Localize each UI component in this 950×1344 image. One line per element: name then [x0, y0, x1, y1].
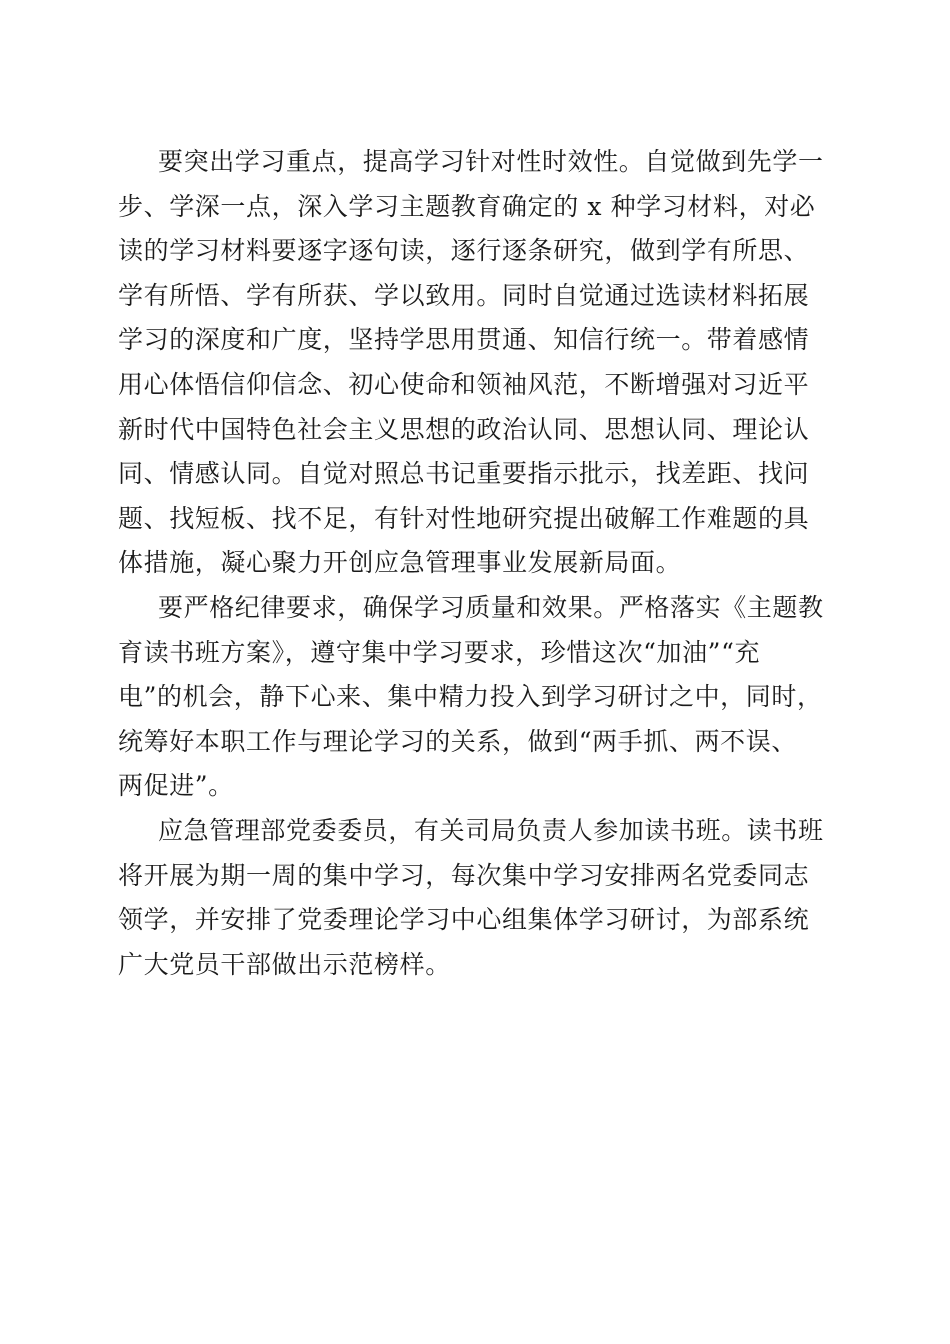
text-line: 体措施，凝心聚力开创应急管理事业发展新局面。: [118, 548, 682, 578]
text-line: 用心体悟信仰信念、初心使命和领袖风范，不断增强对习近平: [118, 369, 810, 399]
text-line: 学习的深度和广度，坚持学思用贯通、知信行统一。带着感情: [118, 325, 810, 355]
text-line: 将开展为期一周的集中学习，每次集中学习安排两名党委同志: [118, 860, 810, 890]
text-line: 应急管理部党委委员，有关司局负责人参加读书班。读书班: [158, 815, 824, 845]
text-line: 学有所悟、学有所获、学以致用。同时自觉通过选读材料拓展: [118, 280, 810, 310]
text-line: 新时代中国特色社会主义思想的政治认同、思想认同、理论认: [118, 414, 810, 444]
text-line: 同、情感认同。自觉对照总书记重要指示批示，找差距、找问: [118, 459, 810, 489]
text-line: 育读书班方案》，遵守集中学习要求，珍惜这次“加油”“充: [118, 637, 761, 667]
text-line: 领学，并安排了党委理论学习中心组集体学习研讨，为部系统: [118, 905, 810, 935]
text-line: 广大党员干部做出示范榜样。: [118, 949, 451, 979]
text-line: 要突出学习重点，提高学习针对性时效性。自觉做到先学一: [158, 147, 824, 176]
text-line: 题、找短板、找不足，有针对性地研究提出破解工作难题的具: [118, 503, 810, 533]
document-body: [118, 140, 838, 987]
text-line: 步、学深一点，深入学习主题教育确定的 x 种学习材料，对必: [118, 191, 816, 221]
paragraph-participants: [118, 809, 838, 987]
text-line: 读的学习材料要逐字逐句读，逐行逐条研究，做到学有所思、: [118, 236, 810, 266]
text-line: 统筹好本职工作与理论学习的关系，做到“两手抓、两不误、: [118, 726, 797, 756]
text-line: 两促进”。: [118, 771, 234, 801]
text-line: 要严格纪律要求，确保学习质量和效果。严格落实《主题教: [158, 592, 824, 622]
paragraph-discipline: [118, 586, 838, 809]
text-line: 电”的机会，静下心来、集中精力投入到学习研讨之中，同时，: [118, 682, 823, 712]
paragraph-study-focus: [118, 140, 838, 586]
